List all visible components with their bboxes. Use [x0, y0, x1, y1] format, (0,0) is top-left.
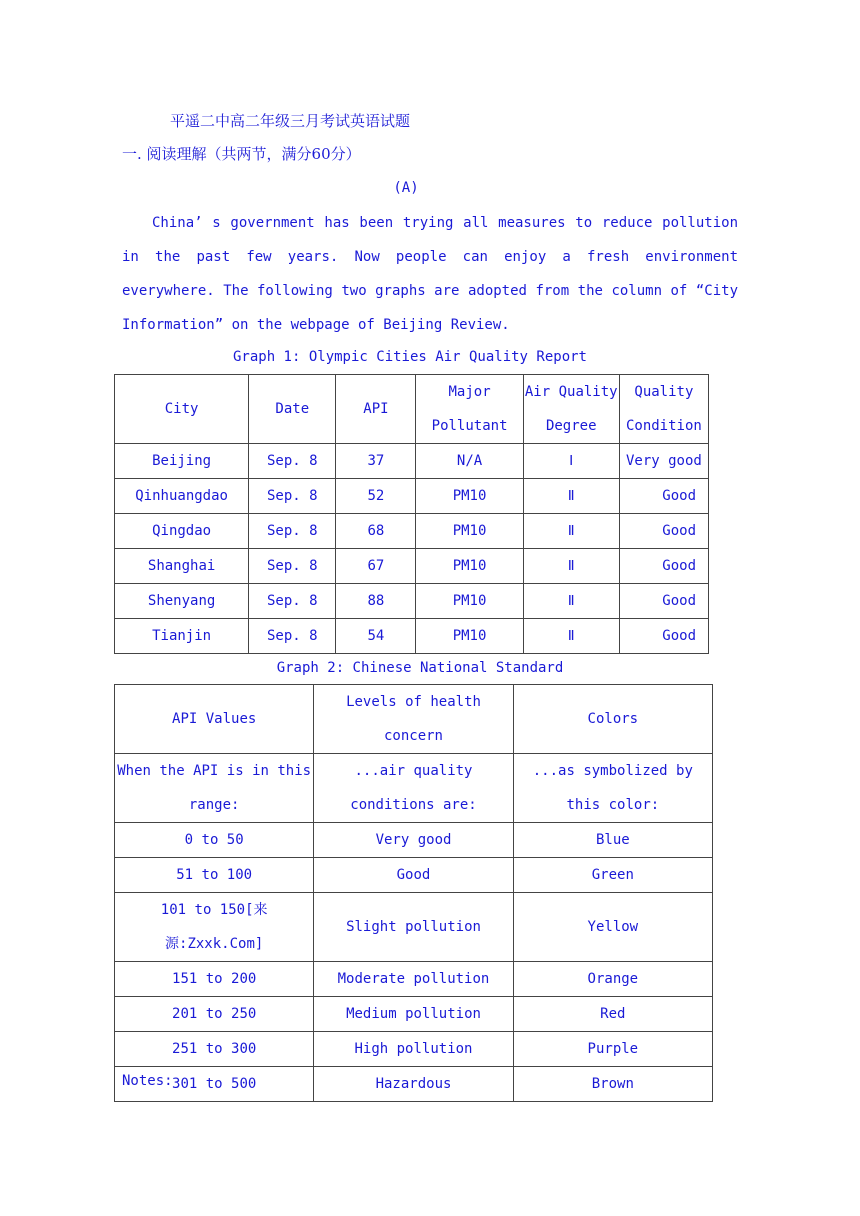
table-cell: PM10	[416, 584, 523, 619]
header-cell: Date	[249, 375, 336, 444]
page-title: 平遥二中高二年级三月考试英语试题	[170, 112, 411, 130]
table-cell: Yellow	[513, 893, 712, 962]
table-cell: ...air quality conditions are:	[314, 754, 513, 823]
table-cell: Good	[619, 619, 708, 654]
table-cell: 54	[336, 619, 416, 654]
table-cell: 88	[336, 584, 416, 619]
table-cell: Sep. 8	[249, 514, 336, 549]
table-cell: High pollution	[314, 1032, 513, 1067]
header-cell: API Values	[115, 685, 314, 754]
header-cell: City	[115, 375, 249, 444]
table-cell: 52	[336, 479, 416, 514]
table-cell: Hazardous	[314, 1067, 513, 1102]
table-cell: Good	[619, 584, 708, 619]
table-cell: Red	[513, 997, 712, 1032]
table-header-row	[115, 375, 709, 444]
table-cell: Orange	[513, 962, 712, 997]
table-cell: PM10	[416, 619, 523, 654]
table-cell: 301 to 500	[115, 1067, 314, 1102]
intro-text: China’ s government has been trying all measures to reduce pollution in the past few years. Now people can enjoy a fresh environment everywhere. The following two graphs are adopted from the column of “City Information” on the webpage of Beijing Review.	[122, 215, 738, 333]
table-cell: 37	[336, 444, 416, 479]
table-cell: Beijing	[115, 444, 249, 479]
table-cell: Good	[619, 514, 708, 549]
table-cell: Ⅱ	[523, 479, 619, 514]
table-cell: PM10	[416, 479, 523, 514]
table-row	[115, 997, 713, 1032]
table-cell: Good	[619, 479, 708, 514]
part-label: (A)	[393, 180, 419, 196]
header-cell: Air Quality Degree	[523, 375, 619, 444]
table-row	[115, 444, 709, 479]
table-cell: 51 to 100	[115, 858, 314, 893]
table-cell: Medium pollution	[314, 997, 513, 1032]
table-row	[115, 514, 709, 549]
table-cell: Very good	[619, 444, 708, 479]
table-cell: Moderate pollution	[314, 962, 513, 997]
table-cell: PM10	[416, 549, 523, 584]
table-row	[115, 1067, 713, 1102]
header-cell: API	[336, 375, 416, 444]
table-cell: Sep. 8	[249, 584, 336, 619]
table-cell: Shenyang	[115, 584, 249, 619]
table-cell: When the API is in this range:	[115, 754, 314, 823]
table-cell: 151 to 200	[115, 962, 314, 997]
table-cell: 67	[336, 549, 416, 584]
table-cell: Ⅱ	[523, 619, 619, 654]
table-cell: Very good	[314, 823, 513, 858]
table-row	[115, 549, 709, 584]
table-cell: Ⅱ	[523, 584, 619, 619]
table-row	[115, 893, 713, 962]
section-heading: 一. 阅读理解（共两节，满分60分）	[122, 145, 361, 163]
table-row	[115, 584, 709, 619]
header-cell: Major Pollutant	[416, 375, 523, 444]
table-cell: Ⅰ	[523, 444, 619, 479]
table-cell: Ⅱ	[523, 549, 619, 584]
table-cell: Good	[619, 549, 708, 584]
table-row	[115, 823, 713, 858]
table-cell: Blue	[513, 823, 712, 858]
table-cell: Qinhuangdao	[115, 479, 249, 514]
graph1-caption: Graph 1: Olympic Cities Air Quality Report	[232, 349, 587, 365]
table-header-row	[115, 685, 713, 754]
notes-label: Notes:	[122, 1073, 173, 1089]
header-cell: Levels of health concern	[314, 685, 513, 754]
header-cell: Colors	[513, 685, 712, 754]
table-row	[115, 619, 709, 654]
table-row	[115, 1032, 713, 1067]
graph1-table	[114, 374, 709, 654]
table-cell: PM10	[416, 514, 523, 549]
table-cell: Sep. 8	[249, 549, 336, 584]
table-cell: Sep. 8	[249, 444, 336, 479]
table-subheader-row	[115, 754, 713, 823]
table-row	[115, 962, 713, 997]
graph2-caption: Graph 2: Chinese National Standard	[276, 660, 564, 676]
table-cell: 201 to 250	[115, 997, 314, 1032]
table-cell: Tianjin	[115, 619, 249, 654]
table-cell: ...as symbolized by this color:	[513, 754, 712, 823]
table-cell: Good	[314, 858, 513, 893]
intro-paragraph	[122, 206, 738, 342]
table-cell: Qingdao	[115, 514, 249, 549]
table-row	[115, 858, 713, 893]
table-cell: 0 to 50	[115, 823, 314, 858]
table-cell: 101 to 150[来源:Zxxk.Com]	[115, 893, 314, 962]
table-cell: Sep. 8	[249, 479, 336, 514]
header-cell: Quality Condition	[619, 375, 708, 444]
table-cell: Green	[513, 858, 712, 893]
table-cell: Purple	[513, 1032, 712, 1067]
table-cell: Shanghai	[115, 549, 249, 584]
table-cell: Ⅱ	[523, 514, 619, 549]
table-cell: N/A	[416, 444, 523, 479]
table-cell: Brown	[513, 1067, 712, 1102]
table-cell: 68	[336, 514, 416, 549]
table-cell: 251 to 300	[115, 1032, 314, 1067]
table-cell: Sep. 8	[249, 619, 336, 654]
table-cell: Slight pollution	[314, 893, 513, 962]
graph2-table	[114, 684, 713, 1102]
table-row	[115, 479, 709, 514]
